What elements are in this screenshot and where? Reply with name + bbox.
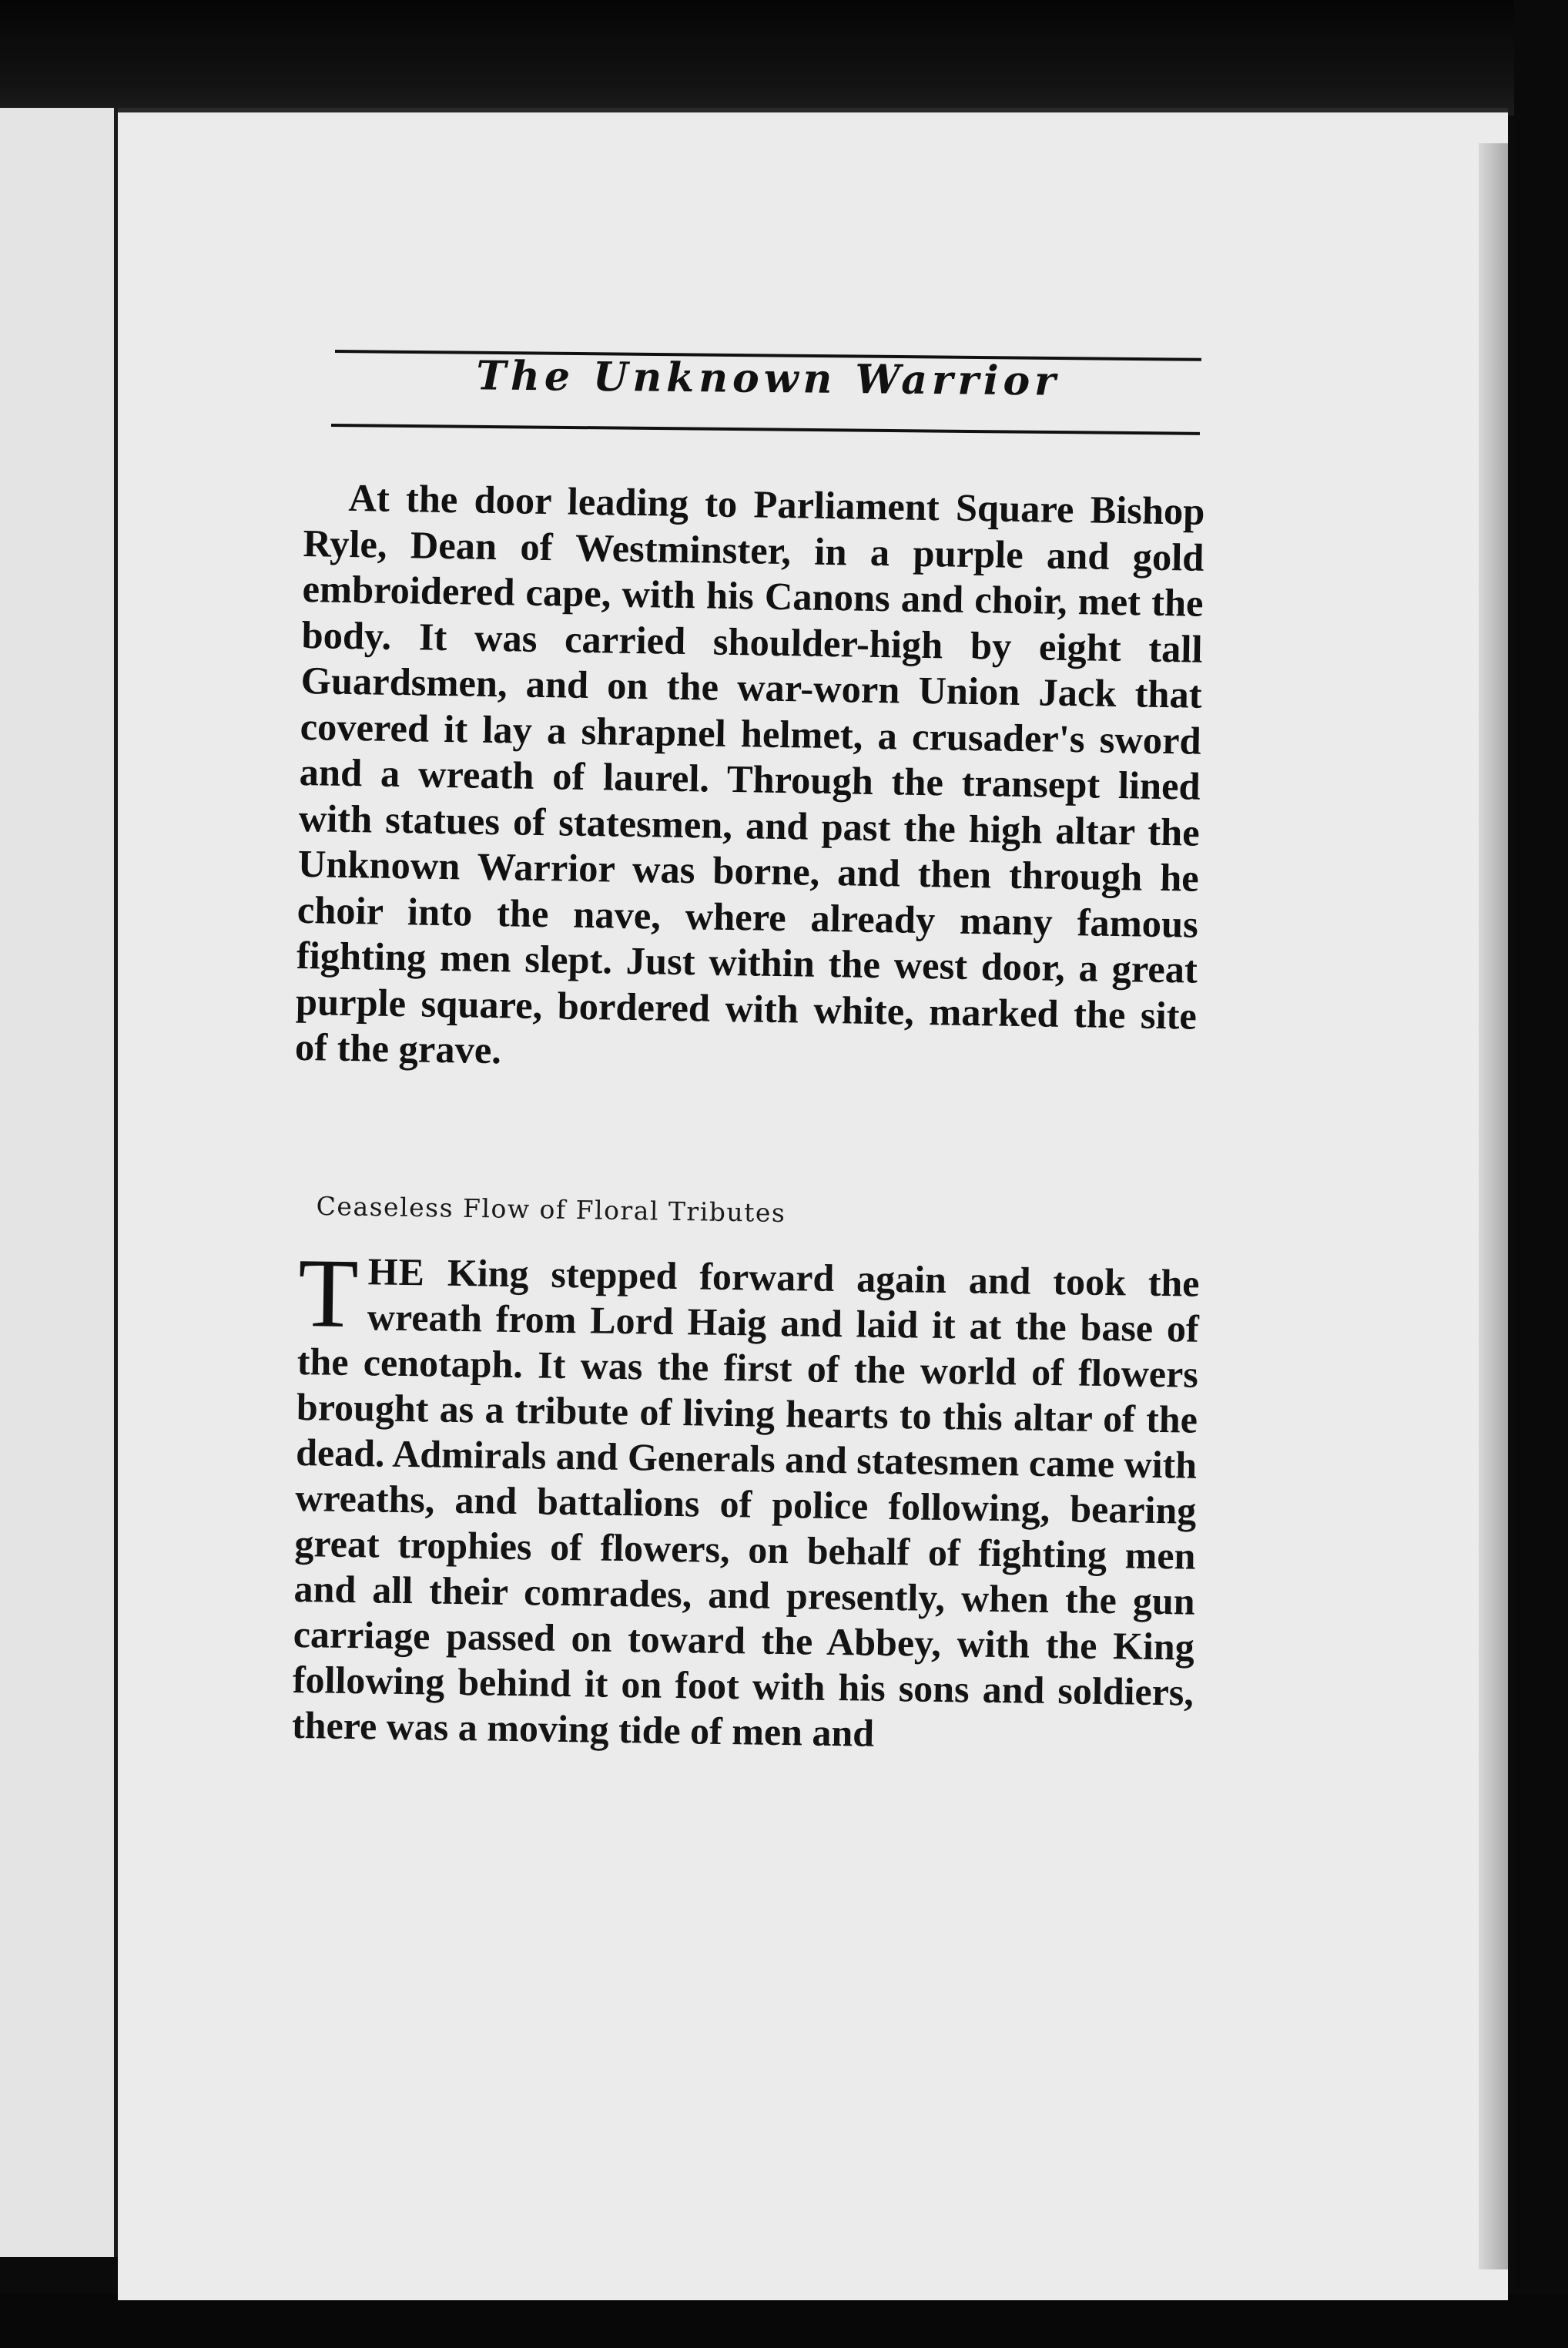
scan-border-right	[1514, 0, 1568, 2348]
body-paragraph-2	[291, 1238, 1200, 1761]
section-subheading: Ceaseless Flow of Floral Tributes	[316, 1191, 786, 1229]
header-rule-bottom	[331, 424, 1200, 435]
facing-page-edge	[0, 108, 118, 2257]
scan-border-top	[0, 0, 1568, 116]
scan-border-bottom	[0, 2294, 1568, 2348]
running-head: The Unknown Warrior	[476, 352, 1060, 405]
drop-cap: T	[297, 1238, 360, 1349]
body-paragraph-1: At the door leading to Parliament Square Bishop Ryle, Dean of Westminster, in a purple and gold embroidered cape, with his Canons and choir, met the body. It was carried shoulder-high by eight tall Guardsmen, and on the war-worn Union Jack that covered it lay a shrapnel helmet, a crusader's sword and a wreath of laurel. Through the transept lined with statues of statesmen, and past the high altar the Unknown Warrior was borne, and then through he choir into the nave, where already many famous fighting men slept. Just within the west door, a great purple square, bordered with white, marked the site of the grave.	[294, 475, 1205, 1072]
paragraph-2-text: King stepped forward again and took the wreath from Lord Haig and laid it at the base of the cenotaph. It was the first of the world of flowers brought as a tribute of living hearts to this altar of the dead. Admirals and Generals and statesmen came with wreaths, and battalions of police following, bearing great trophies of flowers, on behalf of fighting men and all their comrades, and presently, when the gun carriage passed on toward the Abbey, with the King following behind it on foot with his sons and soldiers, there was a moving tide of men and	[291, 1250, 1200, 1755]
book-page	[118, 108, 1508, 2300]
lead-in-caps: HE	[367, 1249, 426, 1294]
page-fore-edge	[1479, 143, 1508, 2269]
